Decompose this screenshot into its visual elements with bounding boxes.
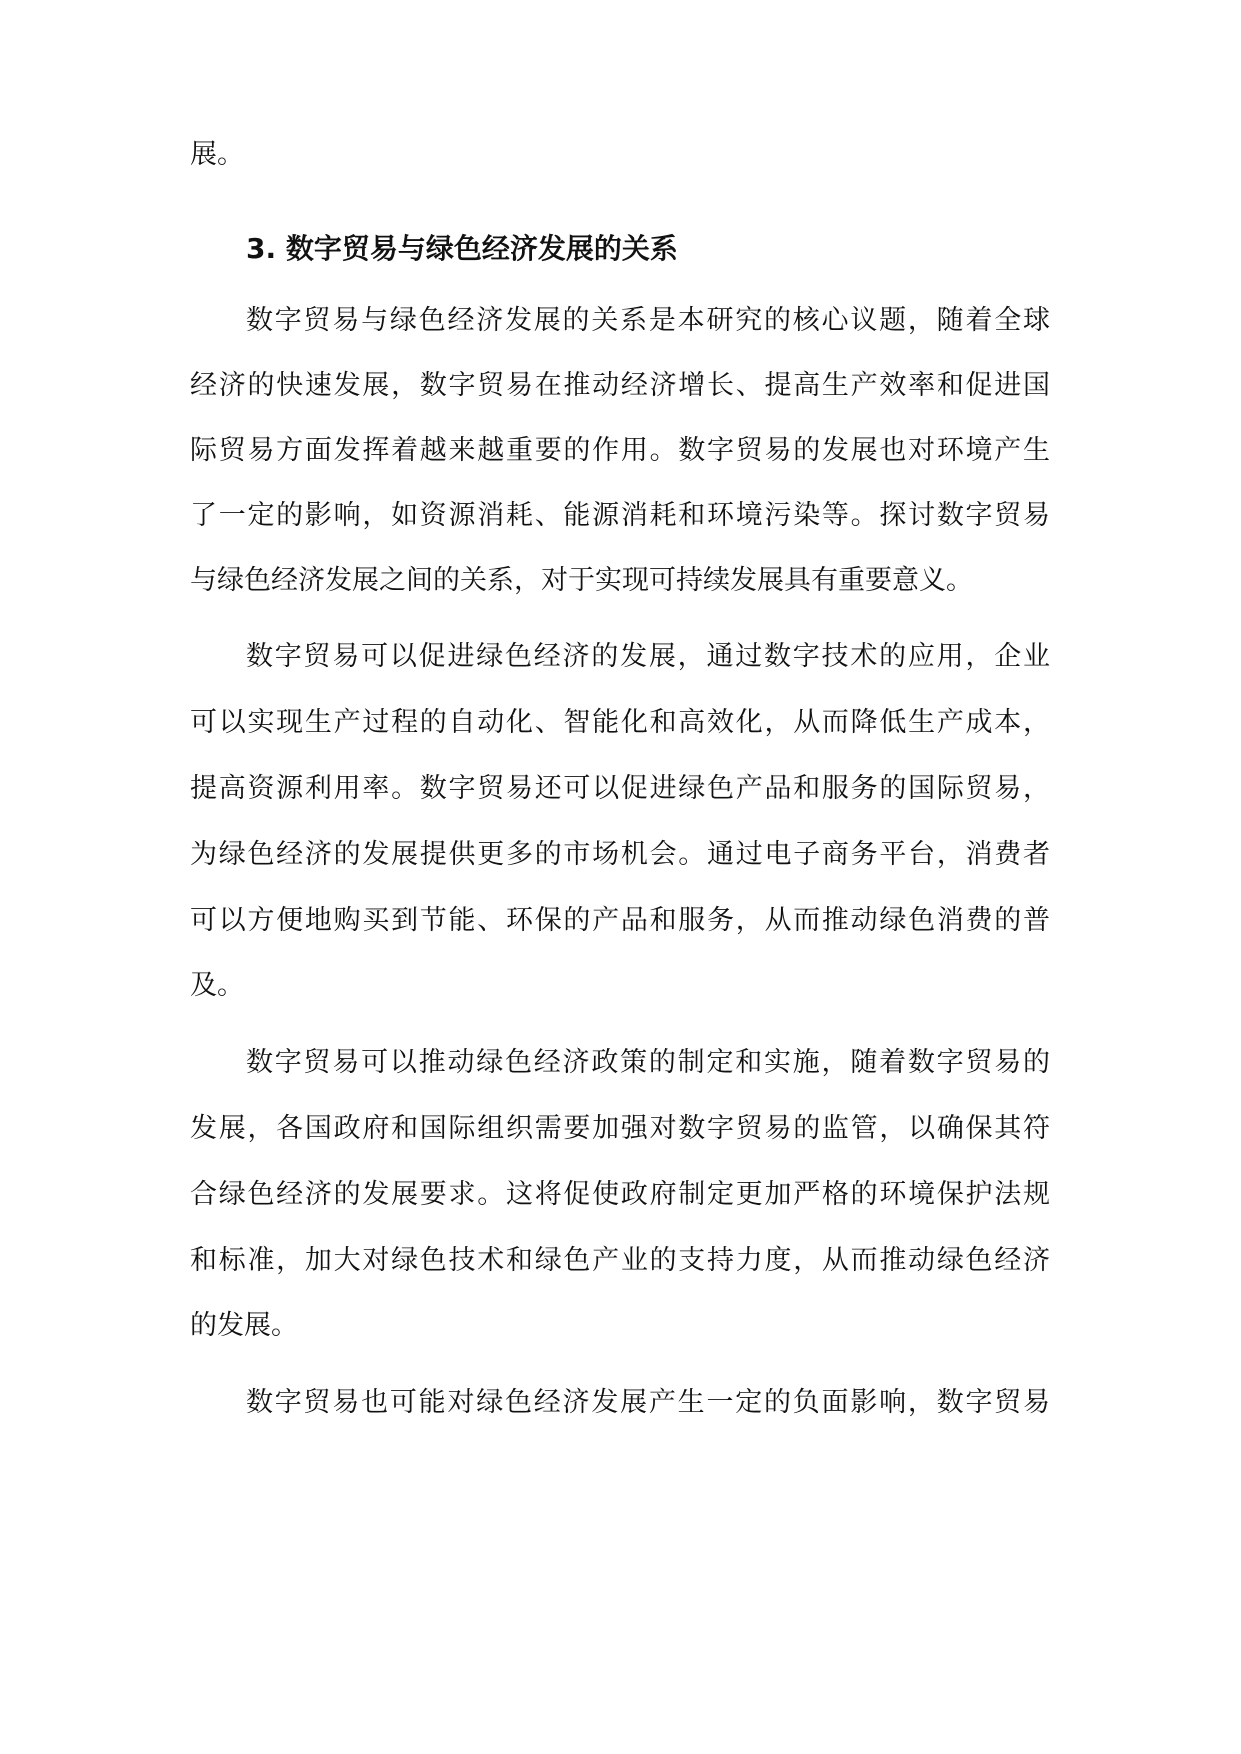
paragraph-line: 可以实现生产过程的自动化、智能化和高效化，从而降低生产成本， xyxy=(190,707,1050,738)
paragraph-line: 的发展。 xyxy=(190,1310,298,1341)
paragraph-line: 和标准，加大对绿色技术和绿色产业的支持力度，从而推动绿色经济 xyxy=(190,1245,1050,1276)
paragraph-line: 提高资源利用率。数字贸易还可以促进绿色产品和服务的国际贸易， xyxy=(190,773,1050,804)
paragraph-line: 数字贸易也可能对绿色经济发展产生一定的负面影响，数字贸易 xyxy=(246,1387,1050,1418)
paragraph-line: 际贸易方面发挥着越来越重要的作用。数字贸易的发展也对环境产生 xyxy=(190,435,1050,466)
paragraph-line: 与绿色经济发展之间的关系，对于实现可持续发展具有重要意义。 xyxy=(190,565,973,596)
paragraph-line: 了一定的影响，如资源消耗、能源消耗和环境污染等。探讨数字贸易 xyxy=(190,500,1050,531)
paragraph-line: 经济的快速发展，数字贸易在推动经济增长、提高生产效率和促进国 xyxy=(190,370,1050,401)
section-heading: 3. 数字贸易与绿色经济发展的关系 xyxy=(246,232,678,265)
paragraph-line: 数字贸易可以推动绿色经济政策的制定和实施，随着数字贸易的 xyxy=(246,1047,1050,1078)
paragraph-line: 数字贸易可以促进绿色经济的发展，通过数字技术的应用，企业 xyxy=(246,641,1050,672)
paragraph-line: 可以方便地购买到节能、环保的产品和服务，从而推动绿色消费的普 xyxy=(190,905,1050,936)
paragraph-line: 为绿色经济的发展提供更多的市场机会。通过电子商务平台，消费者 xyxy=(190,839,1050,870)
paragraph-line: 发展，各国政府和国际组织需要加强对数字贸易的监管，以确保其符 xyxy=(190,1113,1050,1144)
paragraph-line: 及。 xyxy=(190,970,244,1001)
paragraph-continuation-line: 展。 xyxy=(190,139,244,170)
paragraph-line: 数字贸易与绿色经济发展的关系是本研究的核心议题，随着全球 xyxy=(246,305,1050,336)
paragraph-line: 合绿色经济的发展要求。这将促使政府制定更加严格的环境保护法规 xyxy=(190,1179,1050,1210)
